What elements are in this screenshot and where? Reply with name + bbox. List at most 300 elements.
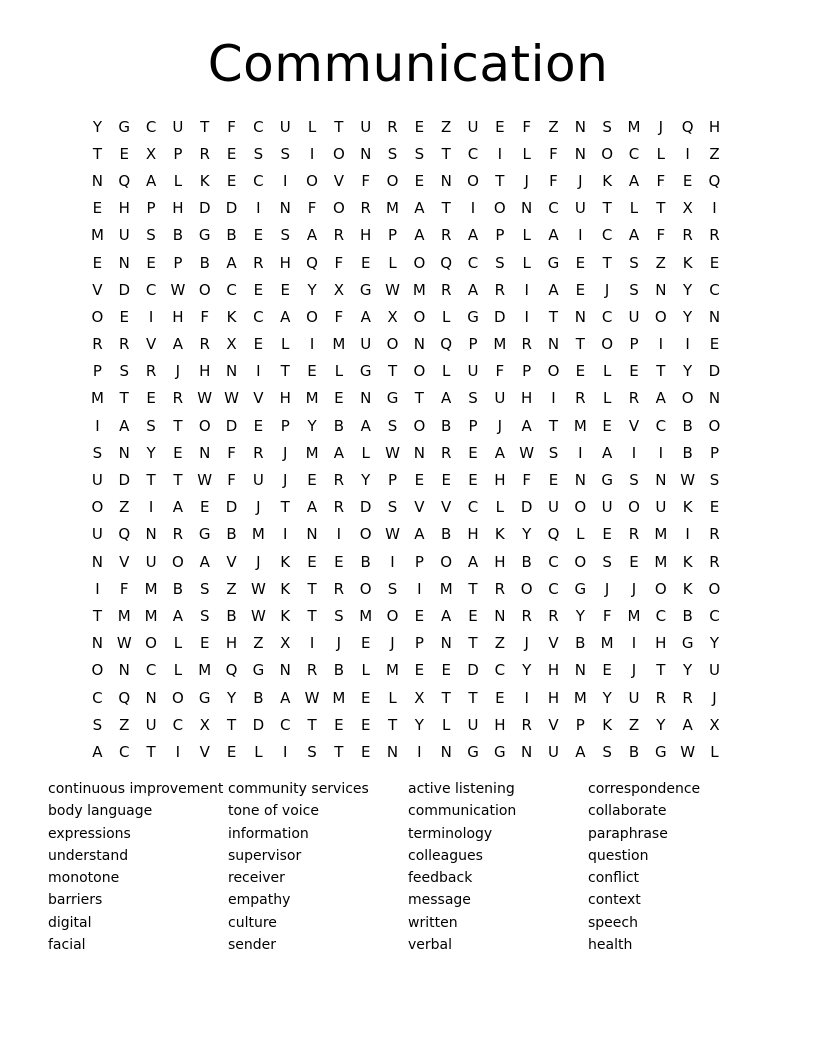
grid-letter: G [654, 742, 667, 761]
grid-letter: H [521, 389, 533, 408]
word-list-item: expressions [48, 825, 131, 842]
grid-letter: V [119, 552, 130, 571]
grid-letter: P [709, 443, 719, 462]
grid-letter: Y [307, 280, 317, 299]
grid-letter: U [91, 471, 103, 490]
grid-letter: E [146, 389, 156, 408]
grid-letter: G [386, 389, 399, 408]
grid-letter: S [387, 416, 398, 435]
grid-letter: T [575, 335, 585, 354]
grid-letter: T [387, 715, 398, 734]
grid-letter: I [685, 335, 690, 354]
grid-row [84, 521, 728, 548]
grid-letter: P [173, 253, 183, 272]
grid-letter: A [360, 307, 371, 326]
grid-letter: U [494, 389, 506, 408]
grid-letter: R [682, 226, 693, 245]
grid-letter: C [709, 280, 720, 299]
grid-letter: I [578, 443, 583, 462]
grid-letter: E [441, 471, 451, 490]
grid-letter: I [336, 525, 342, 544]
grid-letter: V [333, 171, 344, 190]
grid-letter: S [548, 443, 559, 462]
grid-letter: T [656, 199, 666, 218]
grid-row [84, 466, 728, 493]
grid-letter: X [280, 634, 291, 653]
grid-letter: X [414, 688, 425, 707]
word-list-item: colleagues [408, 847, 483, 864]
grid-letter: O [681, 389, 694, 408]
grid-letter: M [144, 606, 158, 625]
grid-letter: N [91, 171, 104, 190]
word-list-item: understand [48, 847, 129, 864]
grid-letter: E [441, 661, 451, 680]
grid-letter: N [655, 280, 667, 299]
word-list-item: written [408, 914, 458, 931]
grid-letter: S [387, 498, 398, 517]
word-list [48, 778, 768, 956]
grid-letter: R [521, 715, 532, 734]
grid-letter: U [628, 688, 640, 707]
grid-letter: E [334, 389, 344, 408]
grid-letter: T [548, 307, 559, 326]
grid-letter: C [655, 416, 667, 435]
grid-letter: N [413, 443, 425, 462]
word-list-item: speech [588, 914, 638, 931]
grid-letter: N [574, 471, 586, 490]
grid-letter: I [658, 335, 664, 354]
grid-letter: M [332, 688, 346, 707]
grid-letter: U [708, 661, 720, 680]
grid-letter: T [468, 634, 478, 653]
grid-letter: Y [575, 606, 585, 625]
grid-letter: J [631, 579, 637, 598]
grid-letter: C [548, 552, 559, 571]
grid-letter: O [601, 144, 614, 163]
grid-letter: M [117, 606, 131, 625]
grid-row [84, 140, 728, 167]
grid-letter: F [227, 471, 236, 490]
grid-letter: R [709, 226, 720, 245]
grid-letter: S [387, 579, 398, 598]
grid-letter: E [280, 280, 290, 299]
grid-letter: R [306, 661, 318, 680]
grid-letter: E [575, 253, 586, 272]
grid-letter: Z [628, 715, 640, 734]
grid-letter: Y [683, 280, 693, 299]
grid-letter: U [548, 498, 559, 517]
grid-letter: I [658, 443, 664, 462]
word-list-item: continuous improvement [48, 781, 224, 797]
grid-row [84, 385, 728, 412]
grid-letter: P [414, 634, 424, 653]
grid-letter: N [225, 362, 238, 381]
grid-letter: F [361, 171, 371, 190]
grid-letter: G [467, 307, 479, 326]
grid-letter: R [494, 579, 506, 598]
grid-letter: R [253, 443, 264, 462]
grid-letter: I [309, 144, 315, 163]
grid-letter: O [574, 498, 587, 517]
grid-letter: J [524, 634, 529, 653]
grid-letter: E [199, 634, 210, 653]
grid-letter: K [226, 307, 237, 326]
grid-letter: J [256, 498, 261, 517]
grid-letter: R [360, 199, 371, 218]
grid-letter: H [225, 634, 238, 653]
word-list-item: correspondence [588, 781, 701, 797]
grid-letter: K [280, 552, 291, 571]
grid-letter: S [307, 742, 317, 761]
grid-letter: P [388, 471, 398, 490]
grid-letter: J [712, 688, 717, 707]
word-list-item: feedback [408, 870, 473, 887]
grid-letter: M [439, 579, 453, 598]
grid-letter: J [390, 634, 395, 653]
grid-row [84, 494, 728, 521]
grid-letter: D [467, 661, 479, 680]
grid-letter: F [119, 579, 129, 598]
grid-letter: H [547, 688, 560, 707]
grid-letter: S [602, 552, 612, 571]
word-list-item: terminology [408, 825, 493, 842]
grid-letter: E [146, 253, 156, 272]
grid-letter: O [628, 498, 640, 517]
grid-letter: F [495, 362, 505, 381]
word-list-item: sender [228, 937, 277, 954]
grid-letter: B [199, 253, 210, 272]
grid-letter: E [682, 171, 693, 190]
grid-letter: B [226, 525, 237, 544]
grid-letter: O [386, 335, 399, 354]
grid-letter: N [574, 307, 586, 326]
grid-letter: I [282, 742, 288, 761]
grid-row [84, 113, 728, 140]
grid-letter: E [334, 715, 344, 734]
grid-letter: I [390, 552, 395, 571]
grid-letter: G [198, 226, 211, 245]
grid-letter: C [172, 715, 184, 734]
grid-letter: I [282, 525, 288, 544]
grid-letter: E [253, 335, 264, 354]
grid-letter: O [413, 307, 426, 326]
grid-letter: T [307, 715, 317, 734]
grid-letter: I [175, 742, 181, 761]
grid-letter: Z [119, 715, 130, 734]
grid-letter: O [413, 362, 426, 381]
grid-letter: C [494, 661, 506, 680]
grid-letter: I [551, 389, 556, 408]
grid-letter: W [385, 443, 400, 462]
grid-letter: M [573, 688, 587, 707]
grid-letter: J [604, 280, 610, 299]
grid-letter: Y [307, 416, 317, 435]
grid-letter: E [360, 742, 371, 761]
grid-letter: R [333, 579, 345, 598]
grid-letter: B [521, 552, 532, 571]
grid-letter: Q [225, 661, 238, 680]
grid-letter: H [199, 362, 211, 381]
grid-letter: R [628, 389, 640, 408]
grid-letter: H [172, 307, 184, 326]
grid-letter: O [413, 253, 426, 272]
grid-row [84, 358, 728, 385]
grid-letter: T [334, 742, 344, 761]
grid-letter: L [576, 525, 585, 544]
grid-letter: H [279, 389, 291, 408]
grid-letter: R [92, 335, 103, 354]
grid-letter: I [497, 144, 503, 163]
grid-letter: J [282, 471, 288, 490]
grid-letter: A [280, 688, 291, 707]
grid-letter: L [602, 389, 612, 408]
grid-letter: A [682, 715, 693, 734]
grid-letter: Z [441, 117, 452, 136]
grid-letter: N [145, 688, 157, 707]
grid-letter: A [172, 335, 184, 354]
grid-letter: W [250, 606, 266, 625]
grid-letter: W [519, 443, 535, 462]
grid-letter: S [253, 144, 264, 163]
word-list-item: facial [48, 937, 86, 954]
grid-letter: B [628, 742, 640, 761]
grid-letter: K [280, 606, 291, 625]
word-list-item: barriers [48, 892, 103, 909]
grid-letter: A [333, 443, 344, 462]
grid-letter: L [361, 661, 370, 680]
grid-letter: L [388, 253, 397, 272]
grid-letter: U [548, 742, 559, 761]
grid-letter: K [199, 171, 210, 190]
grid-letter: T [146, 471, 156, 490]
grid-letter: S [280, 226, 290, 245]
grid-letter: W [116, 634, 132, 653]
grid-letter: F [334, 307, 344, 326]
word-list-item: active listening [408, 781, 515, 797]
grid-letter: N [118, 443, 130, 462]
grid-letter: T [173, 416, 183, 435]
grid-letter: I [524, 307, 529, 326]
grid-letter: H [494, 552, 506, 571]
grid-letter: P [629, 335, 639, 354]
grid-letter: O [467, 171, 479, 190]
word-list-item: culture [228, 914, 277, 931]
grid-letter: A [521, 416, 532, 435]
grid-letter: T [656, 362, 666, 381]
grid-letter: D [225, 498, 238, 517]
grid-letter: R [253, 253, 264, 272]
grid-letter: C [601, 307, 613, 326]
grid-letter: E [307, 471, 317, 490]
word-list-item: conflict [588, 870, 640, 887]
grid-letter: L [495, 498, 505, 517]
grid-letter: O [359, 525, 372, 544]
grid-letter: A [306, 226, 318, 245]
grid-letter: D [520, 498, 533, 517]
grid-letter: M [198, 661, 212, 680]
grid-letter: B [360, 552, 371, 571]
grid-row [84, 249, 728, 276]
grid-letter: Y [683, 307, 693, 326]
grid-letter: A [172, 606, 184, 625]
grid-letter: A [548, 226, 559, 245]
grid-letter: O [574, 552, 587, 571]
grid-letter: T [226, 715, 237, 734]
grid-letter: B [682, 443, 693, 462]
grid-letter: N [708, 307, 721, 326]
grid-letter: E [226, 144, 237, 163]
grid-letter: S [629, 253, 639, 272]
grid-letter: N [360, 144, 372, 163]
grid-letter: U [118, 226, 130, 245]
grid-letter: M [654, 525, 668, 544]
grid-letter: P [495, 226, 505, 245]
grid-letter: I [631, 634, 637, 653]
grid-letter: A [172, 498, 184, 517]
grid-row [84, 657, 728, 684]
grid-letter: E [602, 525, 612, 544]
grid-letter: X [333, 280, 344, 299]
grid-letter: A [199, 552, 210, 571]
grid-letter: R [575, 389, 586, 408]
grid-letter: G [198, 688, 211, 707]
grid-letter: U [172, 117, 184, 136]
grid-letter: N [655, 471, 667, 490]
grid-letter: T [495, 171, 505, 190]
grid-letter: N [574, 144, 586, 163]
grid-letter: L [656, 144, 665, 163]
grid-letter: O [547, 362, 560, 381]
grid-letter: N [199, 443, 211, 462]
grid-letter: E [414, 117, 425, 136]
word-list-item: monotone [48, 870, 120, 887]
word-list-item: receiver [228, 870, 285, 887]
grid-letter: E [414, 471, 425, 490]
word-search-grid [84, 113, 728, 766]
grid-row [84, 331, 728, 358]
grid-letter: A [414, 199, 425, 218]
grid-letter: E [360, 715, 371, 734]
grid-letter: O [708, 579, 721, 598]
grid-letter: F [602, 606, 612, 625]
grid-letter: P [146, 199, 156, 218]
grid-letter: R [709, 552, 720, 571]
grid-letter: G [198, 525, 211, 544]
grid-letter: U [145, 715, 157, 734]
grid-letter: G [494, 742, 506, 761]
grid-letter: W [680, 471, 696, 490]
grid-row [84, 412, 728, 439]
grid-letter: Z [709, 144, 720, 163]
grid-letter: M [90, 389, 104, 408]
grid-letter: Y [683, 661, 693, 680]
word-list-item: community services [228, 781, 369, 797]
grid-letter: M [386, 661, 399, 680]
grid-row [84, 167, 728, 194]
grid-letter: A [119, 416, 130, 435]
grid-letter: E [173, 443, 183, 462]
grid-letter: O [145, 634, 157, 653]
word-list-item: context [588, 892, 641, 909]
grid-letter: Z [548, 117, 559, 136]
grid-letter: M [305, 443, 319, 462]
grid-letter: I [578, 226, 583, 245]
grid-letter: V [548, 715, 559, 734]
grid-letter: R [387, 117, 398, 136]
grid-letter: L [173, 171, 183, 190]
grid-letter: Y [414, 715, 424, 734]
grid-letter: L [334, 362, 344, 381]
grid-letter: R [709, 525, 720, 544]
grid-letter: J [524, 171, 529, 190]
grid-letter: U [467, 715, 479, 734]
grid-letter: E [602, 416, 612, 435]
grid-letter: R [333, 226, 345, 245]
grid-letter: E [253, 280, 264, 299]
grid-letter: C [119, 742, 130, 761]
grid-letter: C [467, 498, 479, 517]
grid-letter: T [468, 688, 478, 707]
grid-letter: L [254, 742, 263, 761]
grid-letter: N [360, 389, 372, 408]
grid-letter: Q [708, 171, 721, 190]
grid-letter: U [252, 471, 264, 490]
grid-letter: M [332, 335, 346, 354]
grid-letter: M [627, 606, 641, 625]
grid-letter: I [309, 335, 315, 354]
grid-letter: Q [440, 253, 453, 272]
grid-letter: W [197, 389, 213, 408]
grid-letter: U [467, 362, 479, 381]
grid-row [84, 548, 728, 575]
grid-letter: I [95, 579, 100, 598]
grid-letter: P [414, 552, 424, 571]
grid-letter: E [414, 661, 425, 680]
grid-letter: E [226, 742, 237, 761]
grid-letter: I [685, 144, 690, 163]
grid-letter: S [468, 389, 478, 408]
word-list-item: message [408, 892, 471, 909]
grid-letter: L [281, 335, 290, 354]
grid-letter: E [360, 688, 371, 707]
grid-letter: D [118, 471, 131, 490]
grid-letter: N [91, 552, 104, 571]
grid-letter: U [628, 307, 640, 326]
grid-letter: O [654, 579, 667, 598]
grid-letter: R [440, 226, 452, 245]
grid-letter: M [627, 117, 641, 136]
grid-letter: A [145, 171, 157, 190]
grid-letter: E [307, 552, 317, 571]
grid-letter: Y [709, 634, 720, 653]
grid-letter: N [574, 117, 586, 136]
grid-letter: Y [226, 688, 237, 707]
grid-letter: U [360, 117, 372, 136]
grid-letter: N [91, 634, 104, 653]
grid-row [84, 195, 728, 222]
grid-letter: E [629, 362, 639, 381]
grid-letter: N [413, 335, 425, 354]
grid-letter: M [654, 552, 668, 571]
grid-row [84, 684, 728, 711]
grid-letter: C [655, 606, 667, 625]
grid-letter: I [712, 199, 717, 218]
grid-letter: F [549, 171, 558, 190]
grid-letter: D [494, 307, 506, 326]
grid-letter: Q [118, 688, 131, 707]
grid-letter: Y [92, 117, 102, 136]
grid-letter: A [494, 443, 505, 462]
